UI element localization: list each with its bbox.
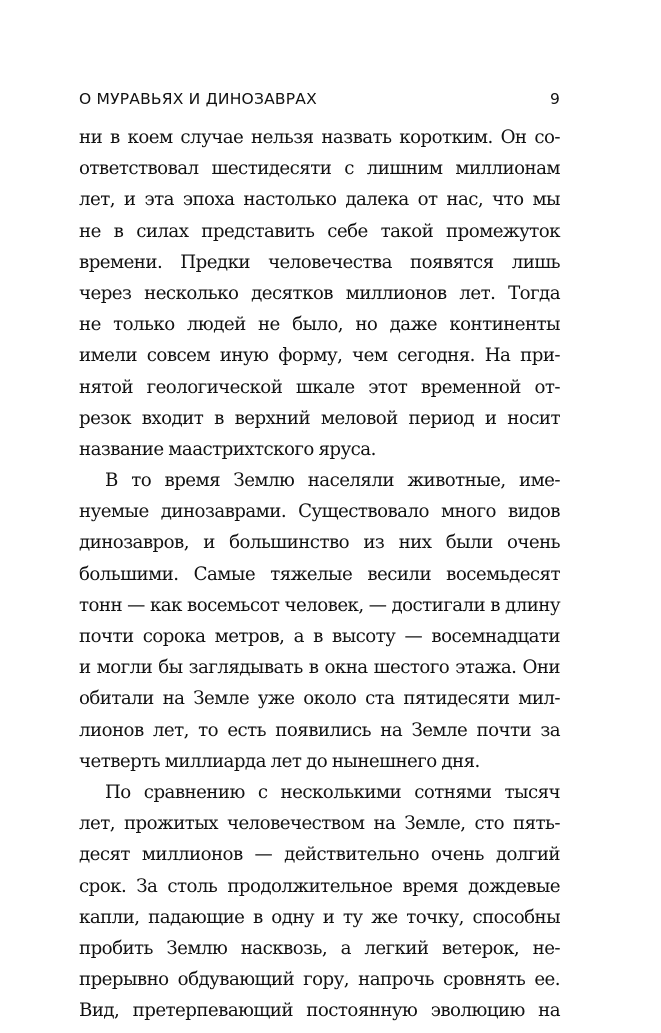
text-line: ни в коем случае нельзя назвать коротким. Он со- <box>79 127 560 148</box>
text-line: срок. За столь продолжительное время дождевые <box>79 875 560 897</box>
running-title: О МУРАВЬЯХ И ДИНОЗАВРАХ <box>79 90 317 108</box>
text-line: В то время Землю населяли животные, име- <box>105 470 560 492</box>
text-line: через несколько десятков миллионов лет. Тогда <box>79 282 560 304</box>
text-line: капли, падающие в одну и ту же точку, способны <box>79 906 560 928</box>
text-line: Вид, претерпевающий постоянную эволюцию на <box>79 1000 560 1022</box>
text-line: лет, прожитых человечеством на Земле, сто пять- <box>79 813 560 835</box>
text-line: десят миллионов — действительно очень долгий <box>79 844 560 866</box>
text-line: пробить Землю насквозь, а легкий ветерок, не- <box>79 937 560 959</box>
text-line: динозавров, и большинство из них были очень <box>79 532 560 554</box>
text-line: четверть миллиарда лет до нынешнего дня. <box>79 750 480 772</box>
paragraph <box>79 777 560 1027</box>
text-line: лет, и эта эпоха настолько далека от нас, что мы <box>79 189 560 211</box>
text-line: большими. Самые тяжелые весили восемьдесят <box>79 563 560 585</box>
text-line: ответствовал шестидесяти с лишним миллионам <box>79 158 560 180</box>
paragraph <box>79 122 560 465</box>
text-line: времени. Предки человечества появятся лишь <box>79 251 560 273</box>
text-line: По сравнению с несколькими сотнями тысяч <box>105 781 560 803</box>
text-line: резок входит в верхний меловой период и носит <box>79 407 560 429</box>
text-line: не в силах представить себе такой промежуток <box>79 220 560 242</box>
text-line: имели совсем иную форму, чем сегодня. На при- <box>79 345 560 367</box>
text-line: не только людей не было, но даже континенты <box>79 314 560 336</box>
body-text <box>79 122 560 1026</box>
running-header <box>79 88 560 110</box>
text-line: тонн — как восемьсот человек, — достигали в длину <box>79 594 560 616</box>
page-number: 9 <box>549 90 560 108</box>
text-line: нуемые динозаврами. Существовало много видов <box>79 501 560 523</box>
text-line: название маастрихтского яруса. <box>79 438 376 460</box>
text-line: почти сорока метров, а в высоту — восемнадцати <box>79 626 560 647</box>
text-line: прерывно обдувающий гору, напрочь сровнять ее. <box>79 969 560 991</box>
paragraph <box>79 465 560 777</box>
text-line: и могли бы заглядывать в окна шестого этажа. Они <box>79 657 560 679</box>
book-page <box>79 0 560 1033</box>
text-line: нятой геологической шкале этот временной от- <box>79 376 560 398</box>
text-line: лионов лет, то есть появились на Земле почти за <box>79 719 560 741</box>
text-line: обитали на Земле уже около ста пятидесяти мил- <box>79 688 560 710</box>
